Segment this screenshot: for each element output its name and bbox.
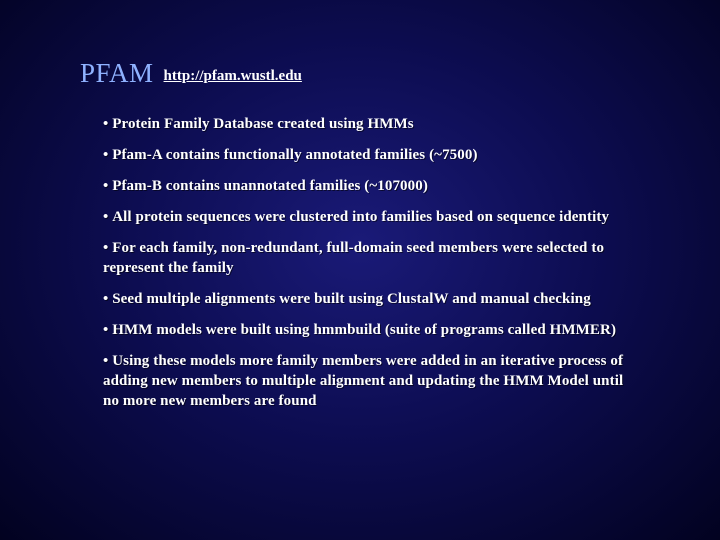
- bullet-list: [103, 114, 643, 422]
- bullet-item: • All protein sequences were clustered into families based on sequence identity: [103, 207, 643, 227]
- pfam-url-link[interactable]: http://pfam.wustl.edu: [163, 68, 302, 84]
- title-row: [80, 58, 302, 89]
- bullet-item: • HMM models were built using hmmbuild (suite of programs called HMMER): [103, 320, 643, 340]
- bullet-item: • For each family, non-redundant, full-domain seed members were selected to represent the family: [103, 238, 643, 278]
- bullet-item: • Pfam-A contains functionally annotated families (~7500): [103, 145, 643, 165]
- bullet-item: • Using these models more family members were added in an iterative process of adding new members to multiple alignment and updating the HMM Model until no more new members are found: [103, 351, 643, 411]
- bullet-item: • Pfam-B contains unannotated families (~107000): [103, 176, 643, 196]
- bullet-item: • Protein Family Database created using HMMs: [103, 114, 643, 134]
- slide-title: PFAM: [80, 58, 154, 88]
- bullet-item: • Seed multiple alignments were built using ClustalW and manual checking: [103, 289, 643, 309]
